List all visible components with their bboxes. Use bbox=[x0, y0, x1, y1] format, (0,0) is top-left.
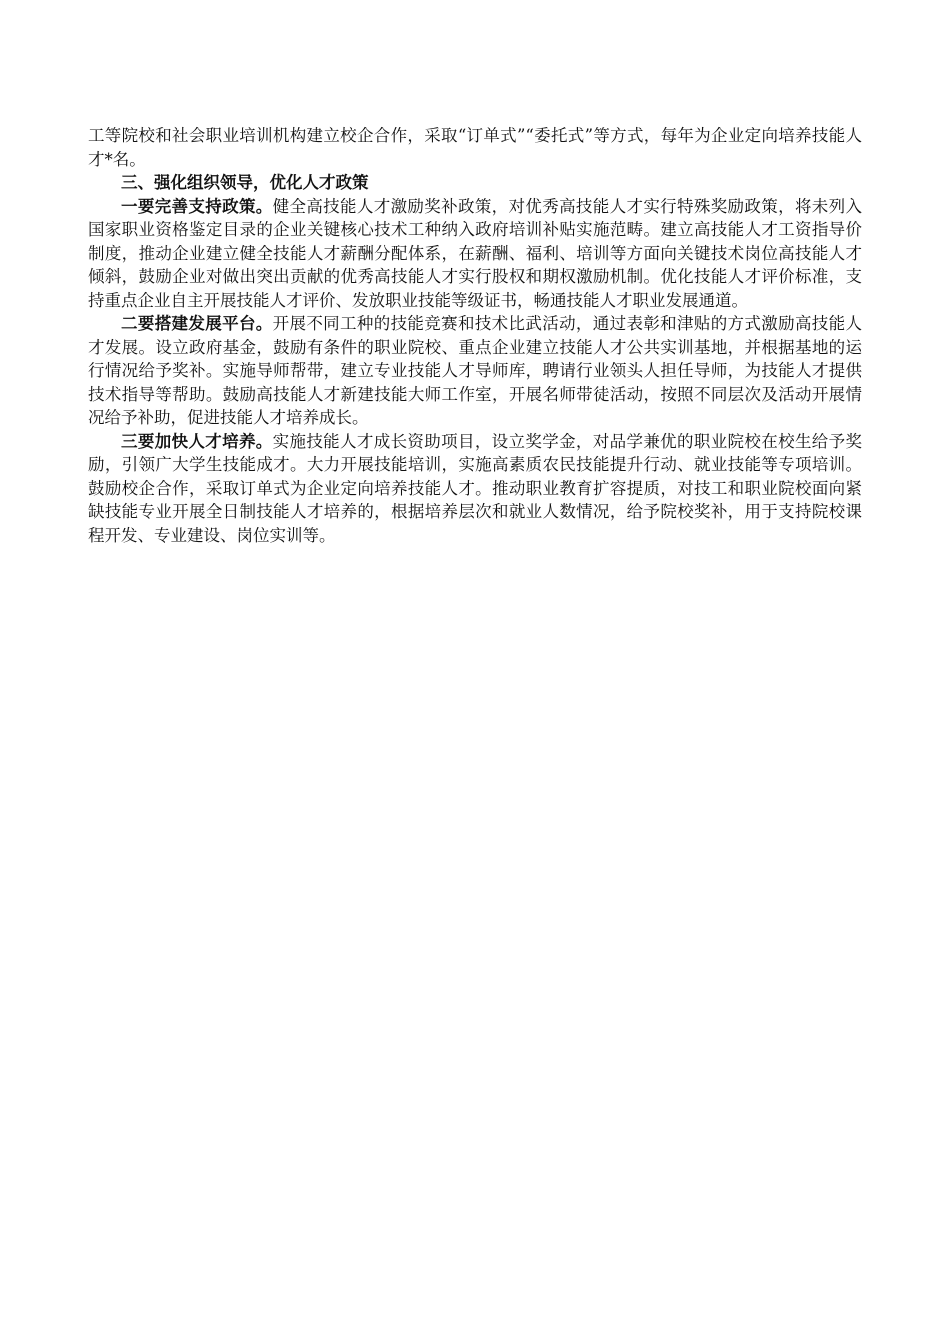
policy-paragraph-2 bbox=[88, 312, 862, 430]
paragraph-lead: 三要加快人才培养。 bbox=[121, 431, 273, 451]
section-heading: 三、强化组织领导，优化人才政策 bbox=[121, 173, 369, 192]
continuation-paragraph: 工等院校和社会职业培训机构建立校企合作，采取“订单式”“委托式”等方式，每年为企业定向培养技能人才*名。 bbox=[88, 126, 862, 169]
paragraph-lead: 一要完善支持政策。 bbox=[121, 196, 273, 216]
paragraph-body: 开展不同工种的技能竞赛和技术比武活动，通过表彰和津贴的方式激励高技能人才发展。设立政府基金，鼓励有条件的职业院校、重点企业建立技能人才公共实训基地，并根据基地的运行情况给予奖补。实施导师帮带，建立专业技能人才导师库，聘请行业领头人担任导师，为技能人才提供技术指导等帮助。鼓励高技能人才新建技能大师工作室，开展名师带徒活动，按照不同层次及活动开展情况给予补助，促进技能人才培养成长。 bbox=[88, 314, 863, 427]
policy-paragraph-3 bbox=[88, 430, 862, 548]
paragraph-body: 健全高技能人才激励奖补政策，对优秀高技能人才实行特殊奖励政策，将未列入国家职业资格鉴定目录的企业关键核心技术工种纳入政府培训补贴实施范畴。建立高技能人才工资指导价制度，推动企业建立健全技能人才薪酬分配体系，在薪酬、福利、培训等方面向关键技术岗位高技能人才倾斜，鼓励企业对做出突出贡献的优秀高技能人才实行股权和期权激励机制。优化技能人才评价标准，支持重点企业自主开展技能人才评价、发放职业技能等级证书，畅通技能人才职业发展通道。 bbox=[88, 196, 863, 310]
paragraph-lead: 二要搭建发展平台。 bbox=[121, 314, 273, 333]
document-page bbox=[88, 124, 862, 547]
policy-paragraph-1 bbox=[88, 195, 862, 313]
paragraph-body: 实施技能人才成长资助项目，设立奖学金，对品学兼优的职业院校在校生给予奖励，引领广大学生技能成才。大力开展技能培训，实施高素质农民技能提升行动、就业技能等专项培训。鼓励校企合作，采取订单式为企业定向培养技能人才。推动职业教育扩容提质，对技工和职业院校面向紧缺技能专业开展全日制技能人才培养的，根据培养层次和就业人数情况，给予院校奖补，用于支持院校课程开发、专业建设、岗位实训等。 bbox=[88, 431, 863, 545]
